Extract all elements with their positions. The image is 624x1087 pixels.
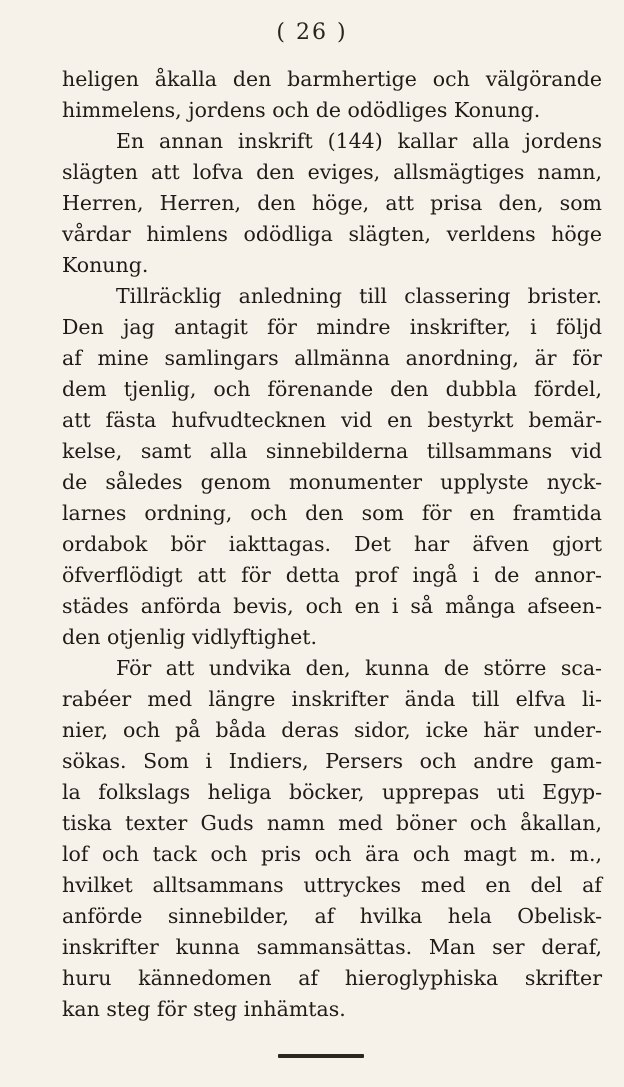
text-line: Den jag antagit för mindre inskrifter, i följd bbox=[62, 315, 602, 339]
text-line: öfverflödigt att för detta prof ingå i de annor- bbox=[62, 563, 602, 587]
text-line: ordabok bör iakttagas. Det har äfven gjort bbox=[62, 532, 602, 556]
end-rule bbox=[278, 1054, 364, 1058]
text-line: För att undvika den, kunna de större sca- bbox=[116, 656, 602, 680]
page-number: ( 26 ) bbox=[276, 20, 348, 45]
text-line: kan steg för steg inhämtas. bbox=[62, 997, 346, 1021]
text-line: anförde sinnebilder, af hvilka hela Obelisk- bbox=[62, 904, 602, 928]
text-line: En annan inskrift (144) kallar alla jordens bbox=[116, 129, 602, 153]
text-line: städes anförda bevis, och en i så många afseen- bbox=[62, 594, 602, 618]
text-line: den otjenlig vidlyftighet. bbox=[62, 625, 317, 649]
text-line: sökas. Som i Indiers, Persers och andre gam- bbox=[62, 749, 602, 773]
text-line: de således genom monumenter upplyste nyck- bbox=[62, 470, 602, 494]
text-line: hvilket alltsammans uttryckes med en del af bbox=[62, 873, 602, 897]
text-line: tiska texter Guds namn med böner och åkallan, bbox=[62, 811, 602, 835]
text-line: Tillräcklig anledning till classering brister. bbox=[116, 284, 602, 308]
text-line: vårdar himlens odödliga slägten, verldens höge bbox=[62, 222, 602, 246]
text-line: att fästa hufvudtecknen vid en bestyrkt bemär- bbox=[62, 408, 602, 432]
text-line: nier, och på båda deras sidor, icke här under- bbox=[62, 718, 602, 742]
text-line: Herren, Herren, den höge, att prisa den, som bbox=[62, 191, 602, 215]
text-line: la folkslags heliga böcker, upprepas uti Egyp- bbox=[62, 780, 602, 804]
text-line: heligen åkalla den barmhertige och välgörande bbox=[62, 67, 602, 91]
text-line: larnes ordning, och den som för en framtida bbox=[62, 501, 602, 525]
text-line: rabéer med längre inskrifter ända till elfva li- bbox=[62, 687, 602, 711]
text-line: af mine samlingars allmänna anordning, är för bbox=[62, 346, 602, 370]
text-line: huru kännedomen af hieroglyphiska skrifter bbox=[62, 966, 602, 990]
text-line: dem tjenlig, och förenande den dubbla fördel, bbox=[62, 377, 602, 401]
text-line: slägten att lofva den eviges, allsmägtiges namn, bbox=[62, 160, 602, 184]
text-line: kelse, samt alla sinnebilderna tillsammans vid bbox=[62, 439, 602, 463]
text-line: Konung. bbox=[62, 253, 149, 277]
text-line: himmelens, jordens och de odödliges Konung. bbox=[62, 98, 541, 122]
text-line: lof och tack och pris och ära och magt m. m., bbox=[62, 842, 602, 866]
body-text bbox=[62, 64, 602, 1025]
text-line: inskrifter kunna sammansättas. Man ser deraf, bbox=[62, 935, 602, 959]
